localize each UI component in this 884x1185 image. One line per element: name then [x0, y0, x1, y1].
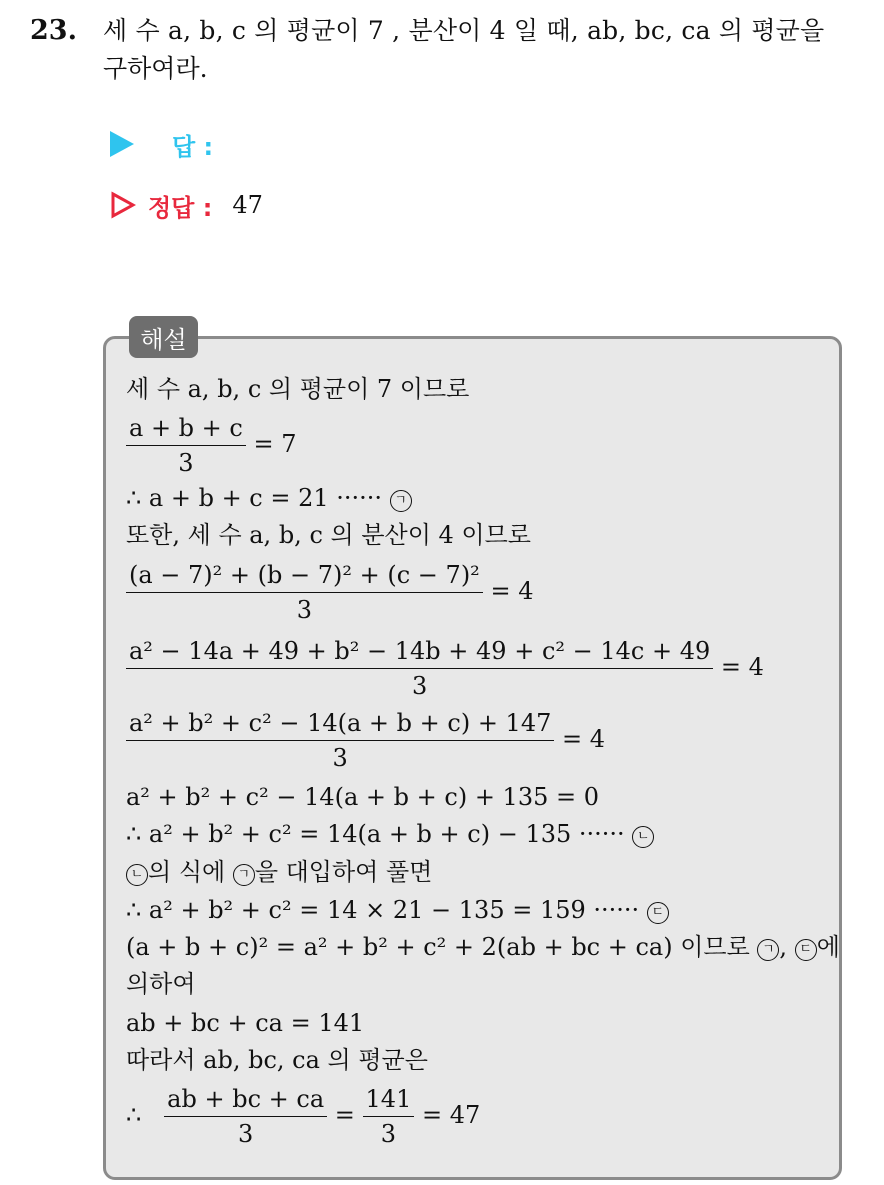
explanation-line-2 [126, 413, 297, 478]
fraction-numerator: a + b + c [126, 413, 246, 446]
play-triangle-icon [110, 131, 134, 157]
answer-label: 답 : [172, 132, 214, 161]
explanation-line-14: ab + bc + ca = 141 [126, 1009, 365, 1037]
text-part: , [779, 933, 795, 961]
fraction [126, 636, 713, 701]
circled-mark-icon: ㄴ [632, 826, 654, 848]
equation-rhs: = 4 [490, 577, 534, 605]
equation-rhs: = 7 [253, 430, 297, 458]
correct-value: 47 [232, 191, 263, 219]
fraction [363, 1084, 415, 1149]
correct-answer-row [110, 188, 263, 222]
text-part: 의 식에 [148, 858, 233, 886]
explanation-line-1: 세 수 a, b, c 의 평균이 7 이므로 [126, 375, 470, 403]
explanation-line-3 [126, 483, 412, 513]
problem-number: 23. [30, 15, 77, 46]
therefore-symbol: ∴ [126, 1101, 142, 1129]
equals-sign: = [334, 1101, 355, 1129]
fraction [126, 708, 554, 773]
explanation-line-4: 또한, 세 수 a, b, c 의 분산이 4 이므로 [126, 521, 531, 549]
fraction-denominator: 3 [238, 1120, 254, 1148]
circled-mark-icon: ㄱ [233, 864, 255, 886]
explanation-line-7 [126, 708, 605, 773]
circled-mark-icon: ㄷ [647, 902, 669, 924]
fraction-numerator: (a − 7)² + (b − 7)² + (c − 7)² [126, 560, 483, 593]
fraction-numerator: a² − 14a + 49 + b² − 14b + 49 + c² − 14c + 49 [126, 636, 713, 669]
equation-text: ∴ a² + b² + c² = 14(a + b + c) − 135 ······ [126, 820, 625, 848]
explanation-line-8: a² + b² + c² − 14(a + b + c) + 135 = 0 [126, 783, 600, 811]
explanation-line-16 [126, 1084, 480, 1149]
fraction-numerator: 141 [363, 1084, 415, 1117]
problem-line-2: 구하여라. [103, 54, 208, 83]
explanation-line-15: 따라서 ab, bc, ca 의 평균은 [126, 1046, 428, 1074]
explanation-line-9 [126, 819, 654, 849]
answer-row [110, 128, 213, 160]
problem-line-1: 세 수 a, b, c 의 평균이 7 , 분산이 4 일 때, ab, bc, ca 의 평균을 [103, 16, 825, 45]
fraction [126, 413, 246, 478]
circled-mark-icon: ㄷ [795, 939, 817, 961]
circled-mark-icon: ㄱ [757, 939, 779, 961]
correct-label: 정답 : [148, 193, 213, 222]
fraction-denominator: 3 [411, 672, 428, 700]
fraction [126, 560, 483, 625]
explanation-line-12 [126, 932, 840, 962]
explanation-line-13: 의하여 [126, 970, 196, 998]
fraction-denominator: 3 [332, 744, 348, 772]
equation-rhs: = 4 [562, 725, 606, 753]
equation-rhs: = 4 [720, 653, 764, 681]
fraction-denominator: 3 [380, 1120, 397, 1148]
problem-text [103, 12, 873, 88]
text-part: (a + b + c)² = a² + b² + c² + 2(ab + bc + ca) 이므로 [126, 933, 758, 961]
explanation-line-11 [126, 895, 669, 925]
fraction-numerator: a² + b² + c² − 14(a + b + c) + 147 [126, 708, 554, 741]
equation-rhs: = 47 [421, 1101, 481, 1129]
equation-text: ∴ a² + b² + c² = 14 × 21 − 135 = 159 ······ [126, 896, 640, 924]
circled-mark-icon: ㄱ [390, 490, 412, 512]
explanation-tab: 해설 [129, 316, 198, 358]
equation-text: ∴ a + b + c = 21 ······ [126, 484, 383, 512]
circled-mark-icon: ㄴ [126, 864, 148, 886]
explanation-line-6 [126, 636, 764, 701]
text-part: 을 대입하여 풀면 [254, 858, 433, 886]
fraction-denominator: 3 [178, 449, 194, 477]
text-part: 에 [816, 933, 840, 961]
fraction-numerator: ab + bc + ca [164, 1084, 327, 1117]
explanation-line-10 [126, 857, 432, 887]
fraction [164, 1084, 327, 1149]
outlined-triangle-icon [110, 191, 136, 219]
fraction-denominator: 3 [296, 596, 313, 624]
explanation-line-5 [126, 560, 533, 625]
